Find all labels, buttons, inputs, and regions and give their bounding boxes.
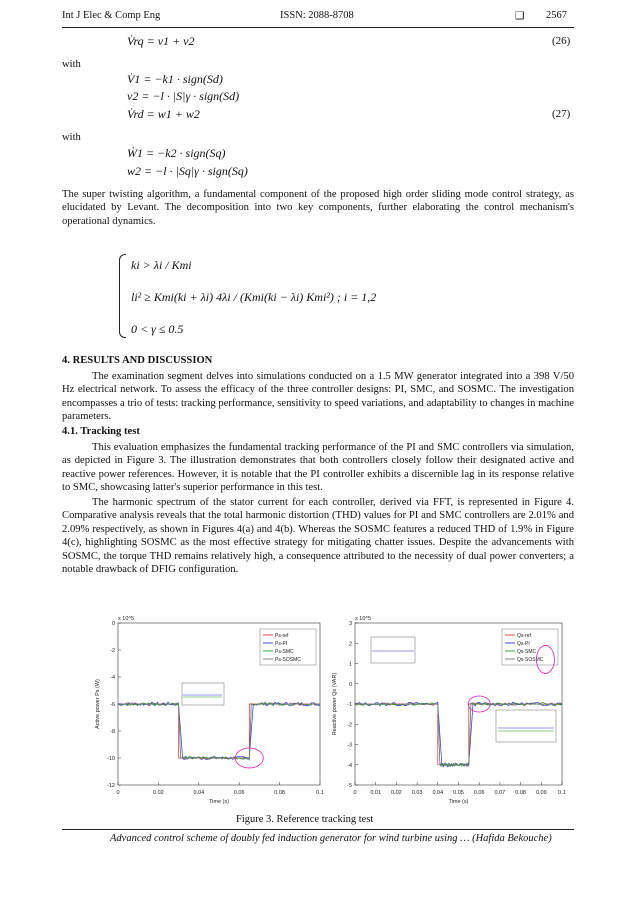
x-tick-label: 0.04 bbox=[193, 790, 205, 796]
legend-entry: Qs-SOSMC bbox=[517, 657, 544, 663]
issn: ISSN: 2088-8708 bbox=[280, 10, 354, 21]
equation-27-line2: v2 = −l · |S|γ · sign(Sd) bbox=[127, 89, 240, 103]
journal-name: Int J Elec & Comp Eng bbox=[62, 10, 161, 21]
y-axis-label: Reactive power Qs (VAR) bbox=[332, 672, 338, 736]
y-tick-label: -5 bbox=[347, 783, 352, 789]
super-twisting-paragraph: The super twisting algorithm, a fundamental component of the proposed high order sliding mode control strategy, as elucidated by Levant. The decomposition into two key components, further elaborating the control mechanism's operational dynamics. bbox=[62, 189, 574, 227]
y-tick-label: -4 bbox=[110, 675, 115, 681]
x-tick-label: 0.04 bbox=[432, 790, 444, 796]
active-power-chart bbox=[95, 616, 324, 805]
figure-caption: Figure 3. Reference tracking test bbox=[236, 814, 374, 825]
with-label-2: with bbox=[62, 132, 81, 143]
y-tick-label: -3 bbox=[347, 742, 352, 749]
condition-l: li² ≥ Kmi(ki + λi) 4λi / (Kmi(ki − λi) Kmi²) ; i = 1,2 bbox=[131, 290, 377, 304]
legend-entry: Ps-ref bbox=[275, 633, 289, 639]
zoom-inset bbox=[182, 683, 224, 705]
y-tick-label: 2 bbox=[348, 641, 352, 648]
y-tick-label: 3 bbox=[348, 621, 352, 627]
subsection-title: 4.1. Tracking test bbox=[62, 426, 140, 437]
x-tick-label: 0.02 bbox=[391, 790, 402, 796]
brace bbox=[119, 254, 126, 338]
footer-rule bbox=[62, 829, 574, 830]
x-tick-label: 0.03 bbox=[411, 790, 423, 796]
results-intro-paragraph: The examination segment delves into simulations conducted on a 1.5 MW generator integrated into a 398 V/50 Hz electrical network. To assess the efficacy of the three controller designs: PI, SMC, and SOSMC. The investigation encompasses a trio of tests: tracking performance, sensitivity to speed variations, and adaptability to changes in machine parameters. bbox=[62, 371, 574, 423]
x-tick-label: 0.01 bbox=[370, 790, 382, 796]
legend-entry: Qs-PI bbox=[517, 641, 530, 647]
header-rule bbox=[62, 27, 574, 28]
tracking-paragraph-1: This evaluation emphasizes the fundamental tracking performance of the PI and SMC controllers via simulation, as depicted in Figure 3. The illustration demonstrates that both controllers closely follow their designated active and reactive power references. However, it is notable that the PI controller exhibits a discernible lag in its response relative to SMC, showcasing latter's superior performance in this test. bbox=[62, 442, 574, 494]
y-tick-label: 1 bbox=[348, 661, 352, 668]
equation-28-line2: w2 = −l · |Sq|γ · sign(Sq) bbox=[127, 164, 248, 178]
footer-citation: Advanced control scheme of doubly fed induction generator for wind turbine using … (Hafida Bekouche) bbox=[110, 833, 552, 844]
equation-27-line1: V̇1 = −k1 · sign(Sd) bbox=[127, 72, 223, 86]
with-label: with bbox=[62, 59, 81, 70]
legend-entry: Qs-ref bbox=[517, 633, 531, 639]
figure-3 bbox=[62, 585, 574, 807]
y-multiplier: x 10^5 bbox=[118, 616, 135, 622]
legend-entry: Ps-SOSMC bbox=[275, 657, 301, 663]
zoom-inset bbox=[371, 637, 415, 663]
section-title: 4. RESULTS AND DISCUSSION bbox=[62, 355, 213, 366]
equation-number-27: (27) bbox=[552, 108, 571, 120]
tracking-paragraph-2: The harmonic spectrum of the stator current for each controller, derived via FFT, is represented in Figure 4. Comparative analysis reveals that the total harmonic distortion (THD) values for PI and SMC controllers are 2.01% and 2.09% respectively, as shown in Figures 4(a) and 4(b). Whereas the SOSMC features a reduced THD of 1.9% in Figure 4(c), highlighting SOSMC as the most effective strategy for mitigating chatter issues. Despite the advancements with SOSMC, the torque THD remains relatively high, a consequence attributed to the necessity of dual power converters; a notable drawback of DFIG configuration. bbox=[62, 497, 574, 576]
x-tick-label: 0.08 bbox=[274, 790, 285, 796]
x-tick-label: 0.07 bbox=[494, 790, 506, 796]
y-axis-label: Active power Ps (W) bbox=[95, 679, 101, 729]
y-tick-label: -2 bbox=[110, 648, 115, 654]
reactive-power-chart bbox=[332, 616, 566, 805]
equation-26: V̇rq = v1 + v2 bbox=[127, 34, 195, 48]
x-tick-label: 0.02 bbox=[153, 790, 164, 796]
y-multiplier: x 10^5 bbox=[355, 616, 372, 622]
legend-entry: Qs-SMC bbox=[517, 649, 537, 655]
equation-number-26: (26) bbox=[552, 35, 571, 47]
y-tick-label: -6 bbox=[110, 702, 115, 708]
equation-28-line1: Ẇ1 = −k2 · sign(Sq) bbox=[127, 146, 226, 160]
equation-27-line3: V̇rd = w1 + w2 bbox=[127, 107, 200, 121]
y-tick-label: -10 bbox=[107, 756, 115, 762]
x-axis-label: Time (s) bbox=[448, 799, 469, 805]
x-tick-label: 0.05 bbox=[453, 790, 464, 796]
zoom-inset bbox=[496, 710, 556, 742]
x-tick-label: 0.1 bbox=[316, 790, 324, 796]
x-tick-label: 0 bbox=[116, 790, 120, 796]
y-tick-label: -12 bbox=[107, 783, 115, 789]
x-tick-label: 0.06 bbox=[233, 790, 245, 796]
legend-entry: Ps-PI bbox=[275, 641, 288, 647]
legend-entry: Ps-SMC bbox=[275, 649, 294, 655]
x-tick-label: 0.08 bbox=[515, 790, 526, 796]
condition-gamma: 0 < γ ≤ 0.5 bbox=[131, 322, 184, 336]
y-tick-label: -1 bbox=[347, 702, 352, 708]
y-tick-label: -8 bbox=[110, 729, 115, 735]
checkbox-icon: ❑ bbox=[515, 11, 525, 22]
x-tick-label: 0.06 bbox=[473, 790, 485, 796]
page-number: 2567 bbox=[546, 10, 567, 21]
y-tick-label: 0 bbox=[111, 621, 115, 627]
x-tick-label: 0.09 bbox=[535, 790, 547, 796]
x-axis-label: Time (s) bbox=[209, 799, 229, 805]
y-tick-label: -4 bbox=[347, 762, 352, 769]
y-tick-label: -2 bbox=[347, 722, 352, 729]
x-tick-label: 0.1 bbox=[558, 790, 566, 796]
x-tick-label: 0 bbox=[353, 790, 357, 796]
condition-k: ki > λi / Kmi bbox=[131, 258, 192, 272]
y-tick-label: 0 bbox=[348, 681, 352, 688]
